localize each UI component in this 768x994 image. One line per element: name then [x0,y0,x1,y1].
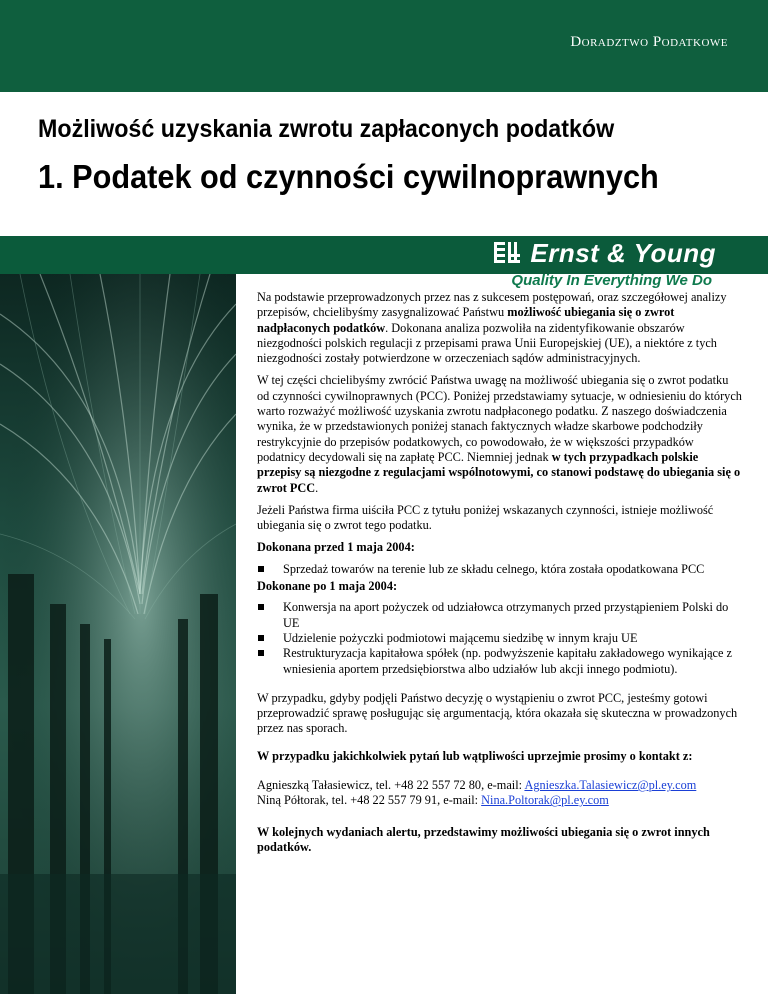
list-item: Konwersja na aport pożyczek od udziałowca otrzymanych przed przystąpieniem Polski do UE [257,600,743,631]
brand-tagline: Quality In Everything We Do [511,272,712,289]
contact-list [257,778,743,809]
pcc-text: W tej części chcielibyśmy zwrócić Państwa uwagę na możliwość ubiegania się o zwrot podatku od czynności cywilnoprawnych (PCC). Poniżej przedstawiamy sytuacje, w odniesieniu do których warto rozważyć możliwość uzyskania zwrotu nadpłaconego podatku. Z naszego doświadczenia wynika, że w przedstawionych poniżej stanach faktycznych władze skarbowe podchodziły restrykcyjnie do przepisów podatkowych, co powodowało, że w większości przypadków podatnicy decydowali się na zapłatę PCC. Niemniej jednak [257,373,742,464]
intro-text-continued: . Dokonana analiza pozwoliła na zidentyfikowanie obszarów niezgodności polskich regulacji z przepisami prawa Unii Europejskiej (UE), a niektóre z tych niezgodności zostały potwierdzone w orzeczeniach sądów administracyjnych. [257,320,717,366]
contact-intro [257,749,743,764]
section-after-2004-list [257,600,743,676]
pcc-paragraph [257,373,743,495]
contact-details: Niną Półtorak, tel. +48 22 557 79 91, e-mail: [257,793,482,808]
email-link-poltorak[interactable]: Nina.Poltorak@pl.ey.com [481,793,609,808]
headline-secondary: 1. Podatek od czynności cywilnoprawnych [38,158,659,195]
ey-logo-mark-icon [492,239,524,269]
contact-details: Agnieszką Tałasiewicz, tel. +48 22 557 72 80, e-mail: [257,778,525,793]
closing-note-text: W kolejnych wydaniach alertu, przedstawimy możliwości ubiegania się o zwrot innych podatków. [257,824,710,854]
architecture-photo [0,274,236,994]
section-after-2004-title: Dokonane po 1 maja 2004: [257,579,398,594]
arched-hall-image [0,274,236,994]
refund-possibility-paragraph: Jeżeli Państwa firma uiściła PCC z tytułu poniżej wskazanych czynności, istnieje możliwość ubiegania się o zwrot tego podatku. [257,502,714,533]
intro-emphasis: możliwość ubiegania się o zwrot nadpłaconych podatków [257,305,675,335]
intro-text: Na podstawie przeprowadzonych przez nas z sukcesem postępowań, oraz szczegółowej analizy przepisów, chcielibyśmy zasygnalizować Państwu [257,290,727,320]
department-label: Doradztwo Podatkowe [570,34,728,50]
closing-note [257,825,743,856]
contact-poltorak [257,793,743,808]
logo-wordmark: Ernst & Young [530,238,716,268]
headline-primary: Możliwość uzyskania zwrotu zapłaconych podatków [38,115,615,143]
email-link-talasiewicz[interactable]: Agnieszka.Talasiewicz@pl.ey.com [524,778,697,793]
contact-talasiewicz [257,778,743,793]
top-banner [0,0,768,92]
list-item: Sprzedaż towarów na terenie lub ze składu celnego, która została opodatkowana PCC [257,562,743,577]
offer-paragraph: W przypadku, gdyby podjęli Państwo decyzję o wystąpieniu o zwrot PCC, jesteśmy gotowi przeprowadzić sprawę posługując się argumentacją, która okazała się skuteczna w prowadzonych przez nas sporach. [257,690,738,736]
pcc-emphasis: w tych przypadkach polskie przepisy są niezgodne z regulacjami wspólnotowymi, co stanowi podstawę do ubiegania się o zwrot PCC [257,449,741,495]
list-item: Restrukturyzacja kapitałowa spółek (np. podwyższenie kapitału zakładowego wynikające z wniesienia aportem przedsiębiorstwa albo udziałów lub akcji innego podmiotu). [257,646,743,677]
section-before-2004-list [257,562,743,577]
contact-intro-text: W przypadku jakichkolwiek pytań lub wątpliwości uprzejmie prosimy o kontakt z: [257,748,693,763]
pcc-text-end: . [315,480,319,495]
list-item: Udzielenie pożyczki podmiotowi mającemu siedzibę w innym kraju UE [257,631,743,646]
section-before-2004-title: Dokonana przed 1 maja 2004: [257,540,415,555]
article-body [257,290,743,862]
ernst-young-logo [492,238,716,269]
intro-paragraph [257,290,743,366]
